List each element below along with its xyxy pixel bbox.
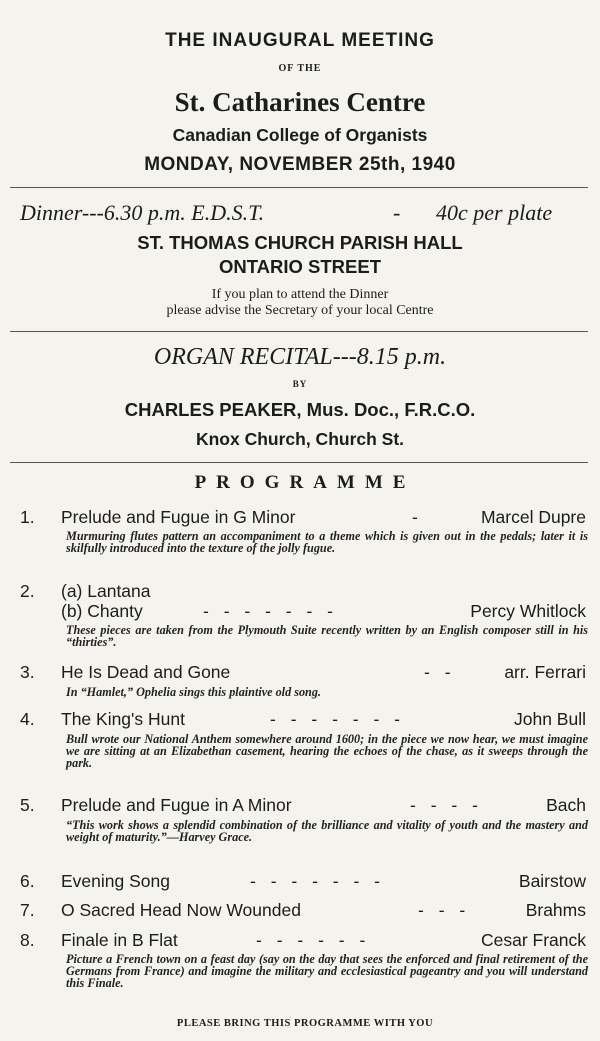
- item-2-number: 2.: [20, 581, 35, 601]
- item-5-note: “This work shows a splendid combination of the brilliance and vitality of youth and the mastery and weight of maturity.”—Harvey Grace.: [66, 818, 588, 844]
- programme-heading: PROGRAMME: [194, 472, 416, 493]
- item-5-dashes: - - - -: [410, 795, 483, 815]
- divider-2: [10, 331, 588, 332]
- dinner-street: ONTARIO STREET: [218, 256, 382, 277]
- item-4-title: The King's Hunt: [61, 709, 185, 729]
- item-5-title: Prelude and Fugue in A Minor: [61, 795, 292, 815]
- item-3-number: 3.: [20, 662, 35, 682]
- item-5-number: 5.: [20, 795, 35, 815]
- item-4-note: Bull wrote our National Anthem somewhere around 1600; in the piece we now hear, we must imagine we are sitting at an Elizabethan casement, hearing the echoes of the chase, as it sweeps through the park.: [66, 732, 588, 770]
- item-3-composer: arr. Ferrari: [504, 662, 586, 682]
- item-6-title: Evening Song: [61, 871, 170, 891]
- dinner-time: Dinner---6.30 p.m. E.D.S.T.: [20, 200, 265, 225]
- footer-notice: PLEASE BRING THIS PROGRAMME WITH YOU: [176, 1018, 434, 1029]
- item-2-title-a: (a) Lantana: [61, 581, 151, 601]
- item-7-number: 7.: [20, 900, 35, 920]
- college-name: Canadian College of Organists: [172, 125, 428, 145]
- item-1-composer: Marcel Dupre: [480, 507, 586, 527]
- item-6-composer: Bairstow: [518, 871, 586, 891]
- item-1-title: Prelude and Fugue in G Minor: [61, 507, 296, 527]
- dinner-dash: -: [393, 200, 401, 225]
- item-8-dashes: - - - - - -: [256, 930, 371, 950]
- recital-performer: CHARLES PEAKER, Mus. Doc., F.R.C.O.: [124, 399, 476, 420]
- item-8-title: Finale in B Flat: [61, 930, 178, 950]
- item-1-number: 1.: [20, 507, 35, 527]
- item-8-composer: Cesar Franck: [480, 930, 586, 950]
- divider-3: [10, 462, 588, 463]
- item-6-dashes: - - - - - - -: [250, 871, 385, 891]
- item-7-dashes: - - -: [418, 900, 471, 920]
- recital-title: ORGAN RECITAL---8.15 p.m.: [153, 344, 447, 370]
- dinner-venue: ST. THOMAS CHURCH PARISH HALL: [137, 232, 463, 253]
- item-2-title-b: (b) Chanty: [61, 601, 143, 621]
- of-the-label: OF THE: [278, 63, 322, 74]
- meeting-date: MONDAY, NOVEMBER 25th, 1940: [144, 154, 456, 175]
- item-7-composer: Brahms: [525, 900, 586, 920]
- dinner-note-2: please advise the Secretary of your local Centre: [166, 303, 434, 318]
- item-2-composer: Percy Whitlock: [470, 601, 586, 621]
- centre-name: St. Catharines Centre: [174, 87, 426, 117]
- item-7-title: O Sacred Head Now Wounded: [61, 900, 301, 920]
- item-6-number: 6.: [20, 871, 35, 891]
- item-1-dashes: -: [412, 507, 423, 527]
- meeting-title: THE INAUGURAL MEETING: [165, 30, 435, 51]
- item-5-composer: Bach: [546, 795, 586, 815]
- recital-by: BY: [292, 379, 308, 389]
- item-8-number: 8.: [20, 930, 35, 950]
- item-4-composer: John Bull: [514, 709, 586, 729]
- item-8-note: Picture a French town on a feast day (say on the day that sees the enforced and final retirement of the Germans from France) and imagine the military and ecclesiastical pageantry and you will understand this Finale.: [66, 952, 588, 990]
- item-2-note: These pieces are taken from the Plymouth Suite recently written by an English composer still in his “thirties”.: [66, 623, 588, 649]
- item-3-dashes: - -: [424, 662, 456, 682]
- dinner-note-1: If you plan to attend the Dinner: [211, 287, 389, 302]
- item-3-title: He Is Dead and Gone: [61, 662, 231, 682]
- item-2-dashes: - - - - - - -: [203, 601, 338, 621]
- item-4-dashes: - - - - - - -: [270, 709, 405, 729]
- divider-1: [10, 187, 588, 188]
- recital-venue: Knox Church, Church St.: [195, 429, 405, 449]
- dinner-price: 40c per plate: [436, 200, 553, 225]
- item-4-number: 4.: [20, 709, 35, 729]
- item-3-note: In “Hamlet,” Ophelia sings this plaintive old song.: [66, 685, 321, 699]
- item-1-note: Murmuring flutes pattern an accompaniment to a theme which is given out in the pedals; later it is skilfully introduced into the texture of the jolly fugue.: [66, 529, 588, 555]
